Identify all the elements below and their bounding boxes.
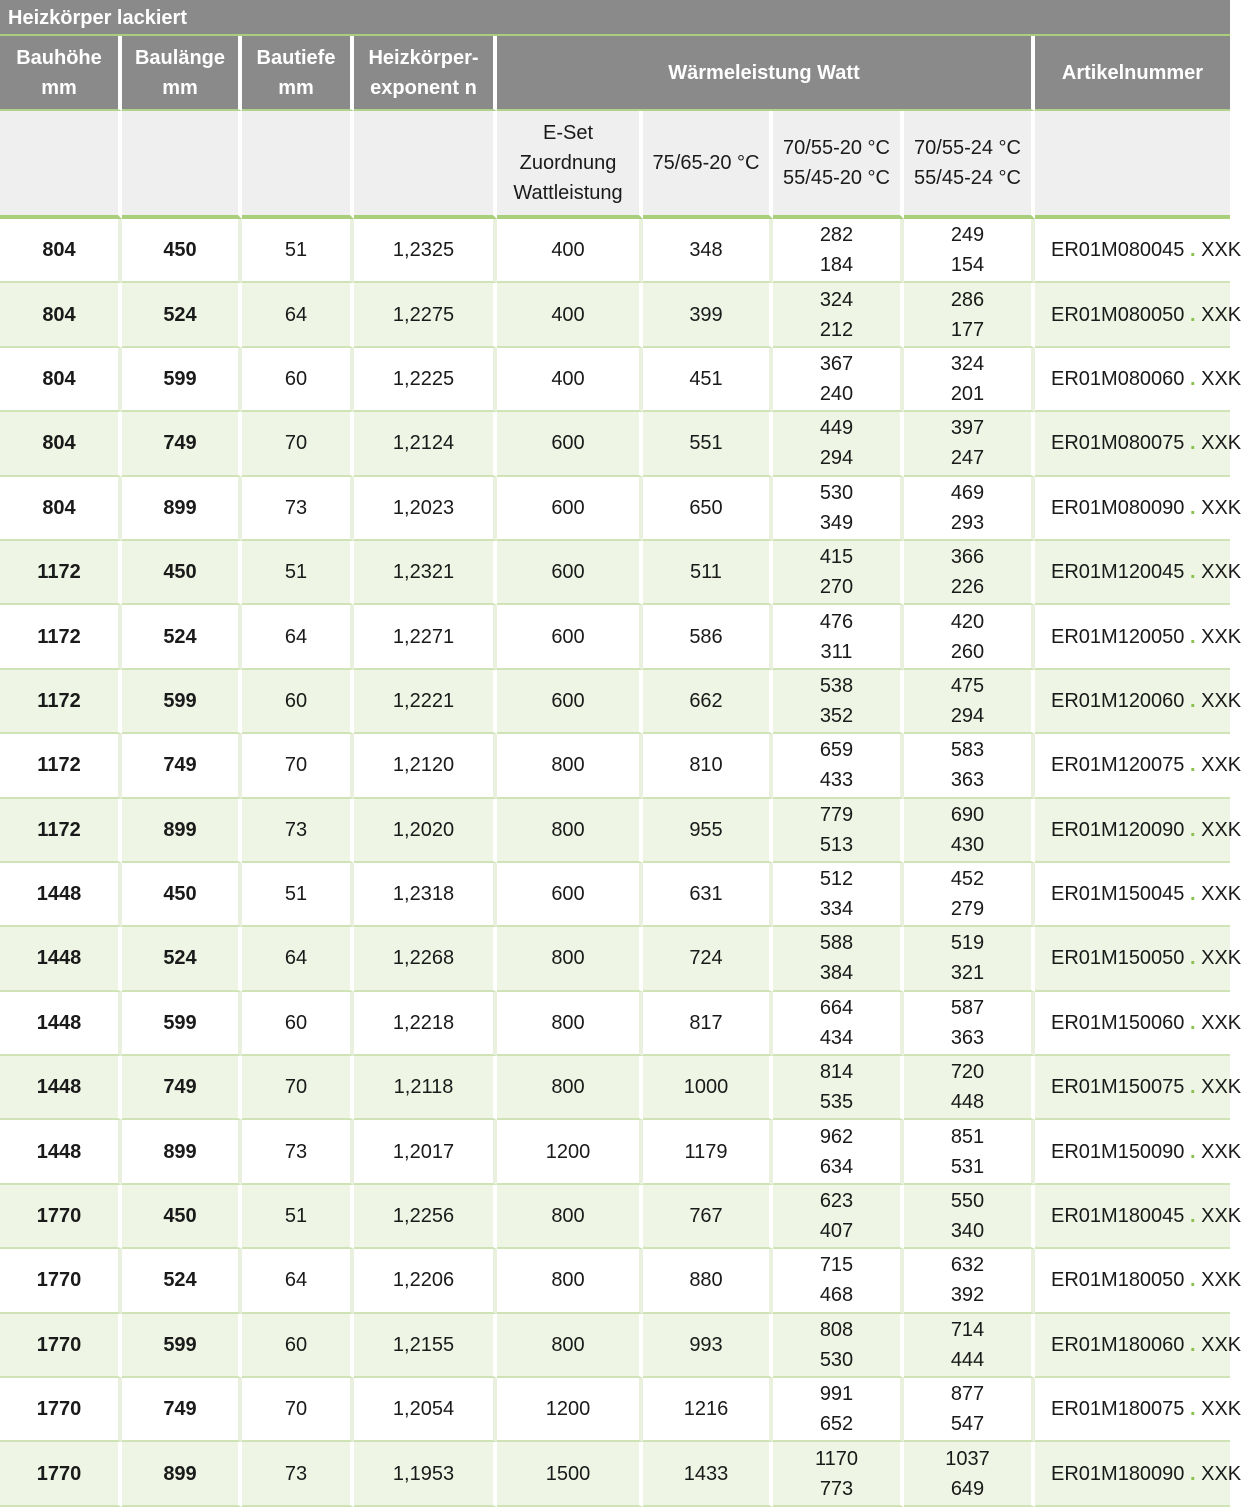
cell-height: 1770 — [0, 1249, 122, 1313]
cell-height: 1448 — [0, 863, 122, 927]
cell-length: 450 — [122, 219, 242, 283]
cell-exponent: 1,2268 — [354, 927, 497, 991]
cell-output-70-24: 286 177 — [904, 283, 1035, 347]
cell-height: 1448 — [0, 1056, 122, 1120]
cell-depth: 51 — [242, 541, 354, 605]
cell-length: 450 — [122, 1185, 242, 1249]
cell-height: 1770 — [0, 1314, 122, 1378]
cell-depth: 60 — [242, 348, 354, 412]
cell-output-70-24: 720 448 — [904, 1056, 1035, 1120]
cell-eset: 400 — [497, 219, 643, 283]
cell-article-number: ER01M150090 . XXK — [1035, 1120, 1230, 1184]
cell-output-75: 993 — [643, 1314, 773, 1378]
cell-article-number: ER01M120045 . XXK — [1035, 541, 1230, 605]
cell-eset: 400 — [497, 348, 643, 412]
table-row — [0, 219, 1230, 283]
radiator-table — [0, 36, 1241, 1507]
cell-length: 599 — [122, 992, 242, 1056]
cell-eset: 800 — [497, 1314, 643, 1378]
cell-depth: 60 — [242, 1314, 354, 1378]
cell-length: 599 — [122, 1314, 242, 1378]
cell-eset: 600 — [497, 541, 643, 605]
cell-output-70-24: 420 260 — [904, 605, 1035, 669]
cell-depth: 51 — [242, 863, 354, 927]
cell-depth: 64 — [242, 605, 354, 669]
cell-output-70-20: 623 407 — [773, 1185, 904, 1249]
table-row — [0, 412, 1230, 476]
cell-article-number: ER01M120090 . XXK — [1035, 799, 1230, 863]
cell-depth: 70 — [242, 734, 354, 798]
cell-length: 599 — [122, 348, 242, 412]
cell-eset: 800 — [497, 927, 643, 991]
col-header-depth: Bautiefe mm — [242, 36, 354, 111]
cell-article-number: ER01M080050 . XXK — [1035, 283, 1230, 347]
table-row — [0, 477, 1230, 541]
cell-depth: 70 — [242, 412, 354, 476]
cell-length: 524 — [122, 605, 242, 669]
table-row — [0, 1249, 1230, 1313]
cell-eset: 1200 — [497, 1378, 643, 1442]
cell-output-70-24: 475 294 — [904, 670, 1035, 734]
cell-output-70-24: 690 430 — [904, 799, 1035, 863]
cell-height: 1172 — [0, 541, 122, 605]
cell-depth: 70 — [242, 1056, 354, 1120]
cell-exponent: 1,2225 — [354, 348, 497, 412]
cell-article-number: ER01M150050 . XXK — [1035, 927, 1230, 991]
cell-height: 1448 — [0, 992, 122, 1056]
cell-output-70-20: 814 535 — [773, 1056, 904, 1120]
cell-article-number: ER01M150060 . XXK — [1035, 992, 1230, 1056]
col-header-exponent: Heizkörper- exponent n — [354, 36, 497, 111]
cell-height: 804 — [0, 412, 122, 476]
cell-eset: 800 — [497, 1056, 643, 1120]
cell-depth: 64 — [242, 927, 354, 991]
cell-output-70-20: 449 294 — [773, 412, 904, 476]
cell-output-70-20: 415 270 — [773, 541, 904, 605]
cell-eset: 600 — [497, 605, 643, 669]
cell-article-number: ER01M120060 . XXK — [1035, 670, 1230, 734]
cell-output-70-20: 715 468 — [773, 1249, 904, 1313]
cell-output-70-24: 632 392 — [904, 1249, 1035, 1313]
cell-output-70-24: 469 293 — [904, 477, 1035, 541]
subheader-70-55-20: 70/55-20 °C 55/45-20 °C — [773, 111, 904, 219]
subheader-70-55-24: 70/55-24 °C 55/45-24 °C — [904, 111, 1035, 219]
col-header-height: Bauhöhe mm — [0, 36, 122, 111]
cell-length: 749 — [122, 734, 242, 798]
table-row — [0, 1185, 1230, 1249]
cell-depth: 70 — [242, 1378, 354, 1442]
cell-eset: 800 — [497, 734, 643, 798]
cell-height: 804 — [0, 348, 122, 412]
cell-height: 1172 — [0, 605, 122, 669]
table-row — [0, 1120, 1230, 1184]
cell-article-number: ER01M150045 . XXK — [1035, 863, 1230, 927]
subheader-eset: E-Set Zuordnung Wattleistung — [497, 111, 643, 219]
cell-length: 899 — [122, 799, 242, 863]
cell-output-70-24: 877 547 — [904, 1378, 1035, 1442]
cell-article-number: ER01M080075 . XXK — [1035, 412, 1230, 476]
table-row — [0, 670, 1230, 734]
cell-output-70-20: 962 634 — [773, 1120, 904, 1184]
cell-height: 1172 — [0, 670, 122, 734]
cell-length: 524 — [122, 927, 242, 991]
subheader-75-65: 75/65-20 °C — [643, 111, 773, 219]
table-row — [0, 541, 1230, 605]
table-row — [0, 348, 1230, 412]
cell-output-75: 586 — [643, 605, 773, 669]
cell-output-70-20: 538 352 — [773, 670, 904, 734]
cell-output-70-20: 808 530 — [773, 1314, 904, 1378]
cell-exponent: 1,2017 — [354, 1120, 497, 1184]
cell-eset: 800 — [497, 1185, 643, 1249]
cell-eset: 800 — [497, 992, 643, 1056]
cell-output-70-20: 991 652 — [773, 1378, 904, 1442]
cell-output-70-24: 249 154 — [904, 219, 1035, 283]
cell-exponent: 1,2271 — [354, 605, 497, 669]
cell-height: 1172 — [0, 734, 122, 798]
cell-exponent: 1,2124 — [354, 412, 497, 476]
cell-output-75: 631 — [643, 863, 773, 927]
table-row — [0, 1056, 1230, 1120]
cell-length: 599 — [122, 670, 242, 734]
cell-eset: 600 — [497, 670, 643, 734]
cell-output-70-20: 476 311 — [773, 605, 904, 669]
cell-depth: 64 — [242, 283, 354, 347]
cell-output-70-24: 324 201 — [904, 348, 1035, 412]
cell-eset: 800 — [497, 799, 643, 863]
cell-output-70-24: 587 363 — [904, 992, 1035, 1056]
cell-exponent: 1,2325 — [354, 219, 497, 283]
cell-length: 524 — [122, 283, 242, 347]
cell-output-75: 767 — [643, 1185, 773, 1249]
cell-length: 749 — [122, 1056, 242, 1120]
cell-output-70-24: 519 321 — [904, 927, 1035, 991]
cell-output-75: 399 — [643, 283, 773, 347]
cell-length: 899 — [122, 477, 242, 541]
cell-output-70-20: 588 384 — [773, 927, 904, 991]
cell-article-number: ER01M120075 . XXK — [1035, 734, 1230, 798]
cell-output-70-20: 664 434 — [773, 992, 904, 1056]
cell-eset: 600 — [497, 412, 643, 476]
cell-output-70-24: 550 340 — [904, 1185, 1035, 1249]
cell-output-75: 348 — [643, 219, 773, 283]
table-row — [0, 1314, 1230, 1378]
cell-depth: 60 — [242, 992, 354, 1056]
table-row — [0, 863, 1230, 927]
cell-length: 749 — [122, 1378, 242, 1442]
cell-output-70-20: 367 240 — [773, 348, 904, 412]
table-row — [0, 927, 1230, 991]
cell-output-70-24: 583 363 — [904, 734, 1035, 798]
cell-article-number: ER01M180045 . XXK — [1035, 1185, 1230, 1249]
cell-exponent: 1,2118 — [354, 1056, 497, 1120]
cell-height: 804 — [0, 477, 122, 541]
cell-article-number: ER01M120050 . XXK — [1035, 605, 1230, 669]
table-row — [0, 605, 1230, 669]
table-row — [0, 799, 1230, 863]
cell-height: 1770 — [0, 1378, 122, 1442]
cell-exponent: 1,2054 — [354, 1378, 497, 1442]
cell-length: 450 — [122, 541, 242, 605]
table-row — [0, 283, 1230, 347]
cell-output-70-24: 1037 649 — [904, 1442, 1035, 1506]
cell-output-70-24: 366 226 — [904, 541, 1035, 605]
cell-eset: 600 — [497, 477, 643, 541]
cell-output-70-20: 530 349 — [773, 477, 904, 541]
cell-article-number: ER01M180050 . XXK — [1035, 1249, 1230, 1313]
cell-output-75: 1216 — [643, 1378, 773, 1442]
table-row — [0, 1442, 1230, 1506]
cell-output-70-20: 1170 773 — [773, 1442, 904, 1506]
cell-eset: 1200 — [497, 1120, 643, 1184]
cell-height: 1448 — [0, 927, 122, 991]
cell-output-70-20: 659 433 — [773, 734, 904, 798]
cell-output-70-20: 282 184 — [773, 219, 904, 283]
cell-depth: 64 — [242, 1249, 354, 1313]
cell-length: 899 — [122, 1120, 242, 1184]
cell-output-75: 451 — [643, 348, 773, 412]
cell-output-70-20: 512 334 — [773, 863, 904, 927]
cell-height: 1770 — [0, 1442, 122, 1506]
table-row — [0, 992, 1230, 1056]
cell-exponent: 1,2275 — [354, 283, 497, 347]
cell-depth: 73 — [242, 477, 354, 541]
cell-article-number: ER01M080060 . XXK — [1035, 348, 1230, 412]
col-header-heat-output: Wärmeleistung Watt — [497, 36, 1035, 111]
cell-height: 804 — [0, 219, 122, 283]
cell-height: 1448 — [0, 1120, 122, 1184]
cell-exponent: 1,2318 — [354, 863, 497, 927]
table-title: Heizkörper lackiert — [0, 0, 1230, 36]
cell-height: 1172 — [0, 799, 122, 863]
cell-depth: 73 — [242, 1442, 354, 1506]
cell-eset: 400 — [497, 283, 643, 347]
col-header-length: Baulänge mm — [122, 36, 242, 111]
cell-exponent: 1,2023 — [354, 477, 497, 541]
cell-exponent: 1,1953 — [354, 1442, 497, 1506]
cell-depth: 73 — [242, 799, 354, 863]
cell-length: 524 — [122, 1249, 242, 1313]
cell-output-75: 817 — [643, 992, 773, 1056]
cell-output-75: 551 — [643, 412, 773, 476]
cell-length: 450 — [122, 863, 242, 927]
cell-exponent: 1,2120 — [354, 734, 497, 798]
cell-eset: 1500 — [497, 1442, 643, 1506]
cell-output-75: 1000 — [643, 1056, 773, 1120]
cell-exponent: 1,2020 — [354, 799, 497, 863]
cell-exponent: 1,2206 — [354, 1249, 497, 1313]
cell-output-75: 662 — [643, 670, 773, 734]
table-row — [0, 734, 1230, 798]
cell-article-number: ER01M180060 . XXK — [1035, 1314, 1230, 1378]
cell-depth: 51 — [242, 1185, 354, 1249]
cell-article-number: ER01M080090 . XXK — [1035, 477, 1230, 541]
cell-exponent: 1,2155 — [354, 1314, 497, 1378]
col-header-article: Artikelnummer — [1035, 36, 1230, 111]
cell-output-70-20: 324 212 — [773, 283, 904, 347]
cell-output-75: 511 — [643, 541, 773, 605]
cell-article-number: ER01M180075 . XXK — [1035, 1378, 1230, 1442]
cell-output-70-24: 397 247 — [904, 412, 1035, 476]
cell-eset: 600 — [497, 863, 643, 927]
cell-output-75: 1433 — [643, 1442, 773, 1506]
cell-article-number: ER01M150075 . XXK — [1035, 1056, 1230, 1120]
cell-output-75: 810 — [643, 734, 773, 798]
cell-height: 1770 — [0, 1185, 122, 1249]
cell-depth: 51 — [242, 219, 354, 283]
cell-depth: 60 — [242, 670, 354, 734]
cell-output-75: 880 — [643, 1249, 773, 1313]
cell-exponent: 1,2218 — [354, 992, 497, 1056]
header-row — [0, 36, 1230, 111]
cell-output-75: 650 — [643, 477, 773, 541]
cell-output-70-24: 714 444 — [904, 1314, 1035, 1378]
cell-output-75: 1179 — [643, 1120, 773, 1184]
cell-article-number: ER01M080045 . XXK — [1035, 219, 1230, 283]
cell-output-70-24: 452 279 — [904, 863, 1035, 927]
cell-height: 804 — [0, 283, 122, 347]
cell-article-number: ER01M180090 . XXK — [1035, 1442, 1230, 1506]
table-row — [0, 1378, 1230, 1442]
cell-eset: 800 — [497, 1249, 643, 1313]
table-body — [0, 219, 1241, 1507]
cell-depth: 73 — [242, 1120, 354, 1184]
cell-exponent: 1,2321 — [354, 541, 497, 605]
subheader-row — [0, 111, 1230, 219]
cell-output-70-24: 851 531 — [904, 1120, 1035, 1184]
cell-length: 749 — [122, 412, 242, 476]
cell-exponent: 1,2221 — [354, 670, 497, 734]
cell-exponent: 1,2256 — [354, 1185, 497, 1249]
cell-output-70-20: 779 513 — [773, 799, 904, 863]
cell-output-75: 955 — [643, 799, 773, 863]
cell-length: 899 — [122, 1442, 242, 1506]
cell-output-75: 724 — [643, 927, 773, 991]
